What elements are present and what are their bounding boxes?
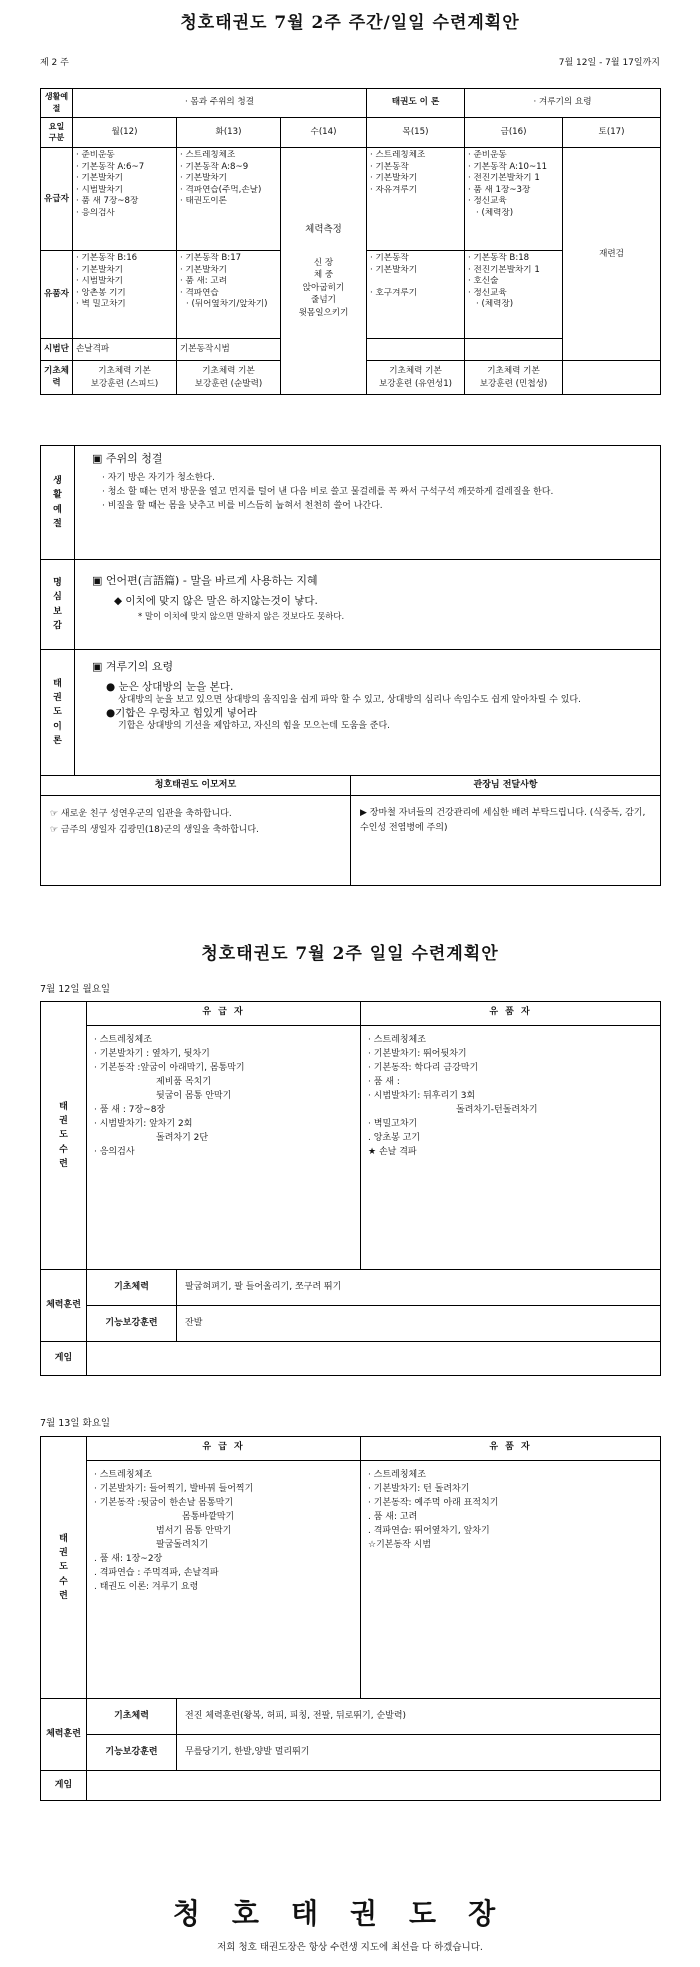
day-sat: 토(17): [563, 118, 661, 148]
daily-table-day2: [40, 1436, 661, 1801]
gym-slogan: 저희 청호 태권도장은 항상 수련생 지도에 최선을 다 하겠습니다.: [217, 1942, 483, 1953]
day2-phys-label: 체력훈련: [41, 1699, 87, 1771]
phys-fri: 기초체력 기본 보강훈련 (민첩성): [465, 361, 563, 395]
theory-point-1: ● 눈은 상대방의 눈을 본다.: [106, 680, 234, 693]
news-heading: 청호태권도 이모저모: [41, 776, 351, 796]
day1-yupum-head: 유 품 자: [361, 1002, 661, 1026]
day1-func-value: 잔발: [177, 1306, 661, 1342]
yugeup-label: 유급자: [41, 148, 73, 251]
tkd-theory-theme: · 겨루기의 요령: [465, 89, 661, 118]
day2-yupum-head: 유 품 자: [361, 1437, 661, 1461]
day-fri: 금(16): [465, 118, 563, 148]
day-wed: 수(14): [281, 118, 367, 148]
day1-yupum-body: · 스트레칭체조 · 기본발차기: 뛰어뒷차기 · 기본동작: 학다리 금강막기 · 품 새 : · 시범발차기: 뒤후리기 3회 돌려차기-턴돌려차기 · 벽밀고차기 . 앙초봉 고기 ★ 손날 격파: [361, 1026, 661, 1270]
theory-point-2-body: 기합은 상대방의 기선을 제압하고, 자신의 힘을 모으는데 도움을 준다.: [118, 721, 391, 732]
myungsim-note: * 말이 이치에 맞지 않으면 말하지 않은 것보다도 못하다.: [138, 611, 345, 622]
section-theory-label: 태 권 도 이 론: [41, 650, 75, 776]
yupum-thu: · 기본동작 · 기본발차기 · 호구겨루기: [367, 251, 465, 339]
exam-tue: 기본동작시범: [177, 339, 281, 361]
day2-basic-value: 전진 체력훈련(왕복, 허피, 피칭, 전팔, 뒤로뛰기, 순발력): [177, 1699, 661, 1735]
section-theory-body: [75, 650, 661, 776]
day1-yugeup-body: · 스트레칭체조 · 기본발차기 : 옆차기, 뒷차기 · 기본동작 :앞굽이 아래막기, 몸통막기 제비품 목치기 뒷굽이 몸통 안막기 · 품 새 : 7장~8장 · 시범발차기: 앞차기 2회 돌려차기 2단 · 응의검사: [87, 1026, 361, 1270]
day-tue: 화(13): [177, 118, 281, 148]
day2-yugeup-head: 유 급 자: [87, 1437, 361, 1461]
yupum-mon: · 기본동작 B:16 · 기본발차기 · 시범발차기 · 앙촌봉 기기 · 벽 밀고차기: [73, 251, 177, 339]
life-education-table: [40, 445, 661, 886]
week-range: 7월 12일 - 7월 17일까지: [558, 58, 660, 68]
yupum-label: 유품자: [41, 251, 73, 339]
life-theme: · 몸과 주위의 청결: [73, 89, 367, 118]
daily-title: 청호태권도 7월 2주 일일 수련계획안: [201, 944, 499, 964]
section-theory-title: ▣ 겨루기의 요령: [92, 660, 174, 673]
day1-yugeup-head: 유 급 자: [87, 1002, 361, 1026]
phys-label: 기초체력: [41, 361, 73, 395]
life-item: · 청소 할 때는 먼저 방문을 열고 먼지를 털어 낸 다음 비로 쓸고 물걸레를 꼭 짜서 구석구석 깨끗하게 걸레질을 한다.: [102, 486, 657, 498]
date-day2: 7월 13일 화요일: [40, 1418, 111, 1429]
life-label: 생활예절: [41, 89, 73, 118]
section-myungsim-title: ▣ 언어편(言語篇) - 말을 바르게 사용하는 지혜: [92, 574, 318, 587]
weekly-title: 청호태권도 7월 2주 주간/일일 수련계획안: [180, 13, 520, 33]
director-heading: 관장님 전달사항: [351, 776, 661, 796]
day1-func-label: 기능보강훈련: [87, 1306, 177, 1342]
day-thu: 목(15): [367, 118, 465, 148]
section-myungsim-label: 명 심 보 감: [41, 560, 75, 650]
day2-yupum-body: · 스트레칭체조 · 기본발차기: 턴 돌려차기 · 기본동작: 예주먹 아래 표적치기 . 품 새: 고려 . 격파연습: 뛰어옆차기, 앞차기 ☆기본동작 시범: [361, 1461, 661, 1699]
yugeup-fri: · 준비운동 · 기본동작 A:10~11 · 전진기본발차기 1 · 품 새 1장~3장 · 정신교육 · (체력장): [465, 148, 563, 251]
theory-point-2: ●기합은 우렁차고 힘있게 넣어라: [106, 707, 258, 720]
day1-basic-value: 팔굽혀펴기, 팔 들어올리기, 쪼구려 뛰기: [177, 1270, 661, 1306]
phys-mon: 기초체력 기본 보강훈련 (스피드): [73, 361, 177, 395]
week-number: 제 2 주: [40, 58, 69, 68]
day1-side-label: 태 권 도 수 련: [41, 1002, 87, 1270]
week-info: [40, 57, 660, 69]
yupum-fri: · 기본동작 B:18 · 전진기본발차기 1 · 호신술 · 정신교육 · (체력장): [465, 251, 563, 339]
life-item: · 자기 방은 자기가 청소한다.: [102, 472, 657, 484]
exam-label: 시범단: [41, 339, 73, 361]
day2-game-label: 게임: [41, 1771, 87, 1801]
yugeup-tue: · 스트레칭체조 · 기본동작 A:8~9 · 기본발차기 · 격파연습(주먹,손날) · 태권도이론: [177, 148, 281, 251]
section-life-body: [75, 446, 661, 560]
day-div-label: 요일 구분: [41, 118, 73, 148]
daily-table-day1: [40, 1001, 661, 1376]
news-body: [41, 796, 351, 886]
day2-side-label: 태 권 도 수 련: [41, 1437, 87, 1699]
yupum-tue: · 기본동작 B:17 · 기본발차기 · 품 새: 고려 · 격파연습 · (뒤어옆차기/앞차기): [177, 251, 281, 339]
day2-basic-label: 기초체력: [87, 1699, 177, 1735]
section-life-label: 생 활 예 절: [41, 446, 75, 560]
day-mon: 월(12): [73, 118, 177, 148]
phys-tue: 기초체력 기본 보강훈련 (순발력): [177, 361, 281, 395]
day2-game-value: [87, 1771, 661, 1801]
section-myungsim-body: [75, 560, 661, 650]
yugeup-thu: · 스트레칭체조 · 기본동작 · 기본발차기 · 자유겨루기: [367, 148, 465, 251]
weekly-plan-table: [40, 88, 661, 395]
sat-cell: 재련검: [563, 148, 661, 361]
gym-name: 청호태권도장: [172, 1897, 528, 1930]
director-body: [351, 796, 661, 886]
day2-yugeup-body: · 스트레칭체조 · 기본발차기: 들어찍기, 발바꿔 들어찍기 · 기본동작 :뒷굽이 한손날 몸통막기 몸통바깥막기 범서기 몸통 안막기 팔굽돌려치기 . 품 새: 1장~2장 . 격파연습 : 주먹격파, 손날격파 . 태권도 이론: 겨루기 요령: [87, 1461, 361, 1699]
yugeup-mon: · 준비운동 · 기본동작 A:6~7 · 기본발차기 · 시범발차기 · 품 새 7장~8장 · 응의검사: [73, 148, 177, 251]
day1-game-value: [87, 1342, 661, 1376]
news-item: ☞ 새로운 친구 성연우군의 입관을 축하합니다.: [50, 809, 232, 819]
day2-func-value: 무릎당기기, 한발,양발 멀리뛰기: [177, 1735, 661, 1771]
section-life-title: ▣ 주위의 청결: [92, 452, 163, 465]
wed-physical-test: 체력측정 신 장 체 중 앉아굽히기 줄넘기 윗몸일으키기: [281, 148, 367, 395]
exam-mon: 손날격파: [73, 339, 177, 361]
life-item: · 비질을 할 때는 몸을 낮추고 비를 비스듬히 눕혀서 천천히 쓸어 나간다.: [102, 500, 657, 512]
theory-point-1-body: 상대방의 눈을 보고 있으면 상대방의 움직임을 쉽게 파악 할 수 있고, 상대방의 심리나 속임수도 쉽게 알아차릴 수 있다.: [118, 695, 581, 706]
day2-func-label: 기능보강훈련: [87, 1735, 177, 1771]
phys-thu: 기초체력 기본 보강훈련 (유연성1): [367, 361, 465, 395]
day1-basic-label: 기초체력: [87, 1270, 177, 1306]
news-item: ☞ 금주의 생일자 김광민(18)군의 생일을 축하합니다.: [50, 825, 259, 836]
day1-game-label: 게임: [41, 1342, 87, 1376]
date-day1: 7월 12일 월요일: [40, 984, 111, 995]
tkd-theory-label: 태권도 이 론: [367, 89, 465, 118]
day1-phys-label: 체력훈련: [41, 1270, 87, 1342]
director-message: ▶ 장마철 자녀들의 건강관리에 세심한 배려 부탁드립니다. (식중독, 감기, 수인성 전염병에 주의): [360, 808, 646, 834]
myungsim-line: ◆ 이치에 맞지 않은 말은 하지않는것이 낳다.: [114, 594, 318, 607]
